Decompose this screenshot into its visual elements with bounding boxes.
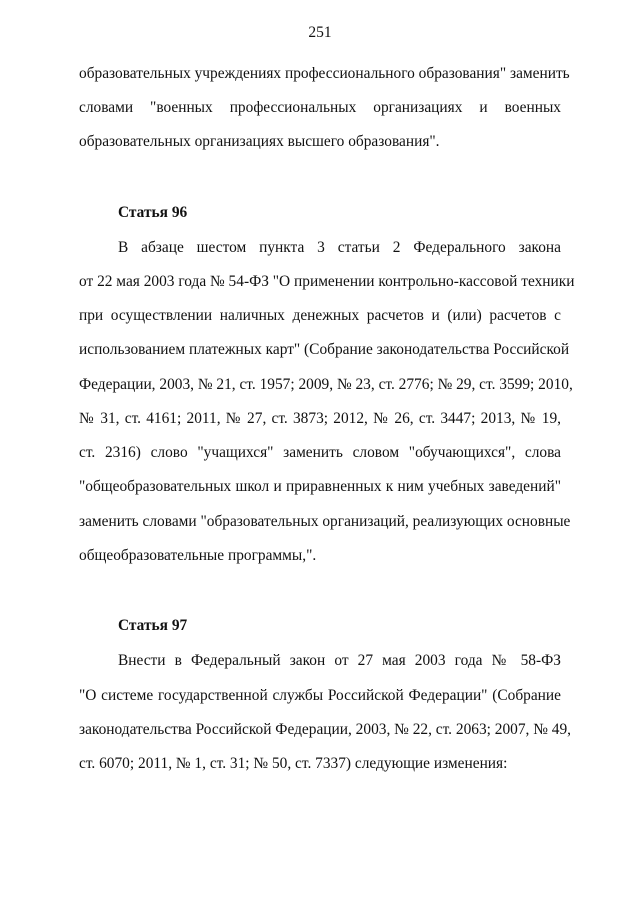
article-96-line-4: использованием платежных карт" (Собрание законодательства Российской [79, 341, 570, 358]
page-number: 251 [308, 24, 332, 41]
article-97-line-4: ст. 6070; 2011, № 1, ст. 31; № 50, ст. 7337) следующие изменения: [79, 755, 508, 772]
article-97-line-1: Внести в Федеральный закон от 27 мая 2003 года № 58-ФЗ [118, 652, 561, 669]
article-96-line-5: Федерации, 2003, № 21, ст. 1957; 2009, № 23, ст. 2776; № 29, ст. 3599; 2010, [79, 376, 573, 393]
article-97-heading: Статья 97 [118, 617, 188, 634]
article-96-line-6: № 31, ст. 4161; 2011, № 27, ст. 3873; 2012, № 26, ст. 3447; 2013, № 19, [79, 410, 561, 427]
article-96-line-7: ст. 2316) слово "учащихся" заменить словом "обучающихся", слова [79, 444, 561, 461]
article-96-line-3: при осуществлении наличных денежных расчетов и (или) расчетов с [79, 307, 561, 324]
article-96-heading: Статья 96 [118, 204, 188, 221]
intro-line-3: образовательных организациях высшего образования". [79, 133, 440, 150]
article-96-line-8: "общеобразовательных школ и приравненных к ним учебных заведений" [79, 478, 561, 495]
article-97-line-3: законодательства Российской Федерации, 2003, № 22, ст. 2063; 2007, № 49, [79, 721, 572, 738]
article-96-line-2: от 22 мая 2003 года № 54-ФЗ "О применении контрольно-кассовой техники [79, 273, 575, 290]
article-96-line-9: заменить словами "образовательных организаций, реализующих основные [79, 513, 571, 530]
intro-line-1: образовательных учреждениях профессионального образования" заменить [79, 65, 570, 82]
article-97-line-2: "О системе государственной службы Российской Федерации" (Собрание [79, 687, 561, 704]
article-96-line-1: В абзаце шестом пункта 3 статьи 2 Федерального закона [118, 239, 561, 256]
article-96-line-10: общеобразовательные программы,". [79, 547, 317, 564]
intro-line-2: словами "военных профессиональных организациях и военных [79, 99, 561, 116]
